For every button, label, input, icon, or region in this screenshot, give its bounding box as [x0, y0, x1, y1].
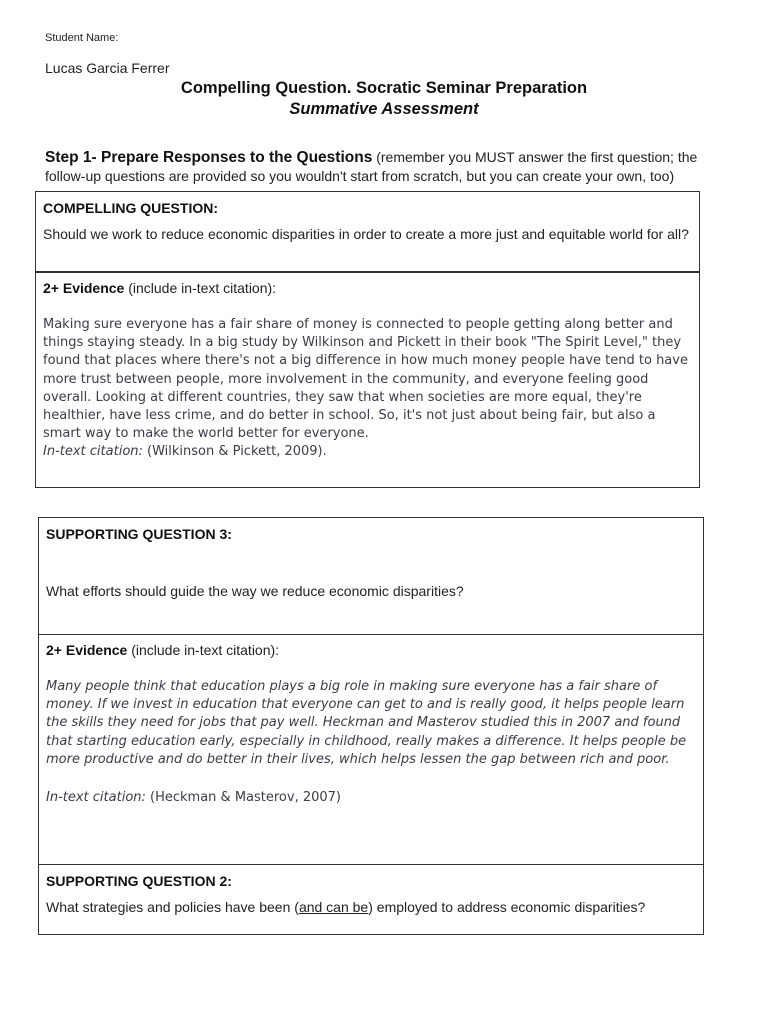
- student-name-value: Lucas Garcia Ferrer: [45, 60, 170, 76]
- supporting-3-citation: In-text citation: (Heckman & Masterov, 2007): [46, 790, 341, 805]
- supporting-question-2-text: What strategies and policies have been (and can be) employed to address economic disparities?: [46, 899, 646, 915]
- supporting-question-3-text: What efforts should guide the way we reduce economic disparities?: [46, 583, 464, 599]
- compelling-citation: In-text citation: (Wilkinson & Pickett, 2009).: [43, 444, 327, 460]
- row-divider: [39, 864, 703, 865]
- supporting-3-evidence-response[interactable]: [46, 678, 696, 769]
- compelling-evidence-response[interactable]: [43, 316, 693, 462]
- page-subtitle: Summative Assessment: [289, 100, 479, 118]
- step-1-instructions: [45, 148, 735, 185]
- supporting-3-evidence-label: 2+ Evidence (include in-text citation):: [46, 642, 280, 658]
- row-divider: [36, 271, 699, 273]
- supporting-questions-table: [38, 517, 704, 935]
- compelling-evidence-label: 2+ Evidence (include in-text citation):: [43, 280, 277, 296]
- supporting-question-3-heading: SUPPORTING QUESTION 3:: [46, 526, 232, 542]
- compelling-question-text: Should we work to reduce economic disparities in order to create a more just and equitable world for all?: [43, 226, 689, 242]
- supporting-3-evidence-text: Many people think that education plays a big role in making sure everyone has a fair share of money. If we invest in education that everyone can get to and is really good, it helps people learn the skills they need for jobs that pay well. Heckman and Masterov studied this in 2007 and found that starting education early, especially in childhood, really makes a difference. It helps people be more productive and do better in their lives, which helps lessen the gap between rich and poor.: [46, 679, 687, 767]
- supporting-question-2-heading: SUPPORTING QUESTION 2:: [46, 873, 232, 889]
- compelling-question-table: [35, 191, 700, 488]
- compelling-question-heading: COMPELLING QUESTION:: [43, 200, 218, 216]
- step-1-note: (remember you MUST answer the first question; the follow-up questions are provided so you wouldn't start from scratch, but you can create your own, too): [45, 149, 698, 184]
- row-divider: [39, 634, 703, 635]
- page-title: Compelling Question. Socratic Seminar Preparation: [180, 79, 588, 97]
- step-1-heading: Step 1- Prepare Responses to the Questions: [45, 149, 373, 166]
- compelling-evidence-text: Making sure everyone has a fair share of money is connected to people getting along better and things staying steady. In a big study by Wilkinson and Pickett in their book "The Spirit Level," they found that places where there's not a big difference in how much money people have tend to have more trust between people, more involvement in the community, and everyone feeling good overall. Looking at different countries, they saw that when societies are more equal, they're healthier, have less crime, and do better in school. So, it's not just about being fair, but also a smart way to make the world better for everyone.: [43, 317, 688, 442]
- student-name-label: Student Name:: [45, 32, 119, 44]
